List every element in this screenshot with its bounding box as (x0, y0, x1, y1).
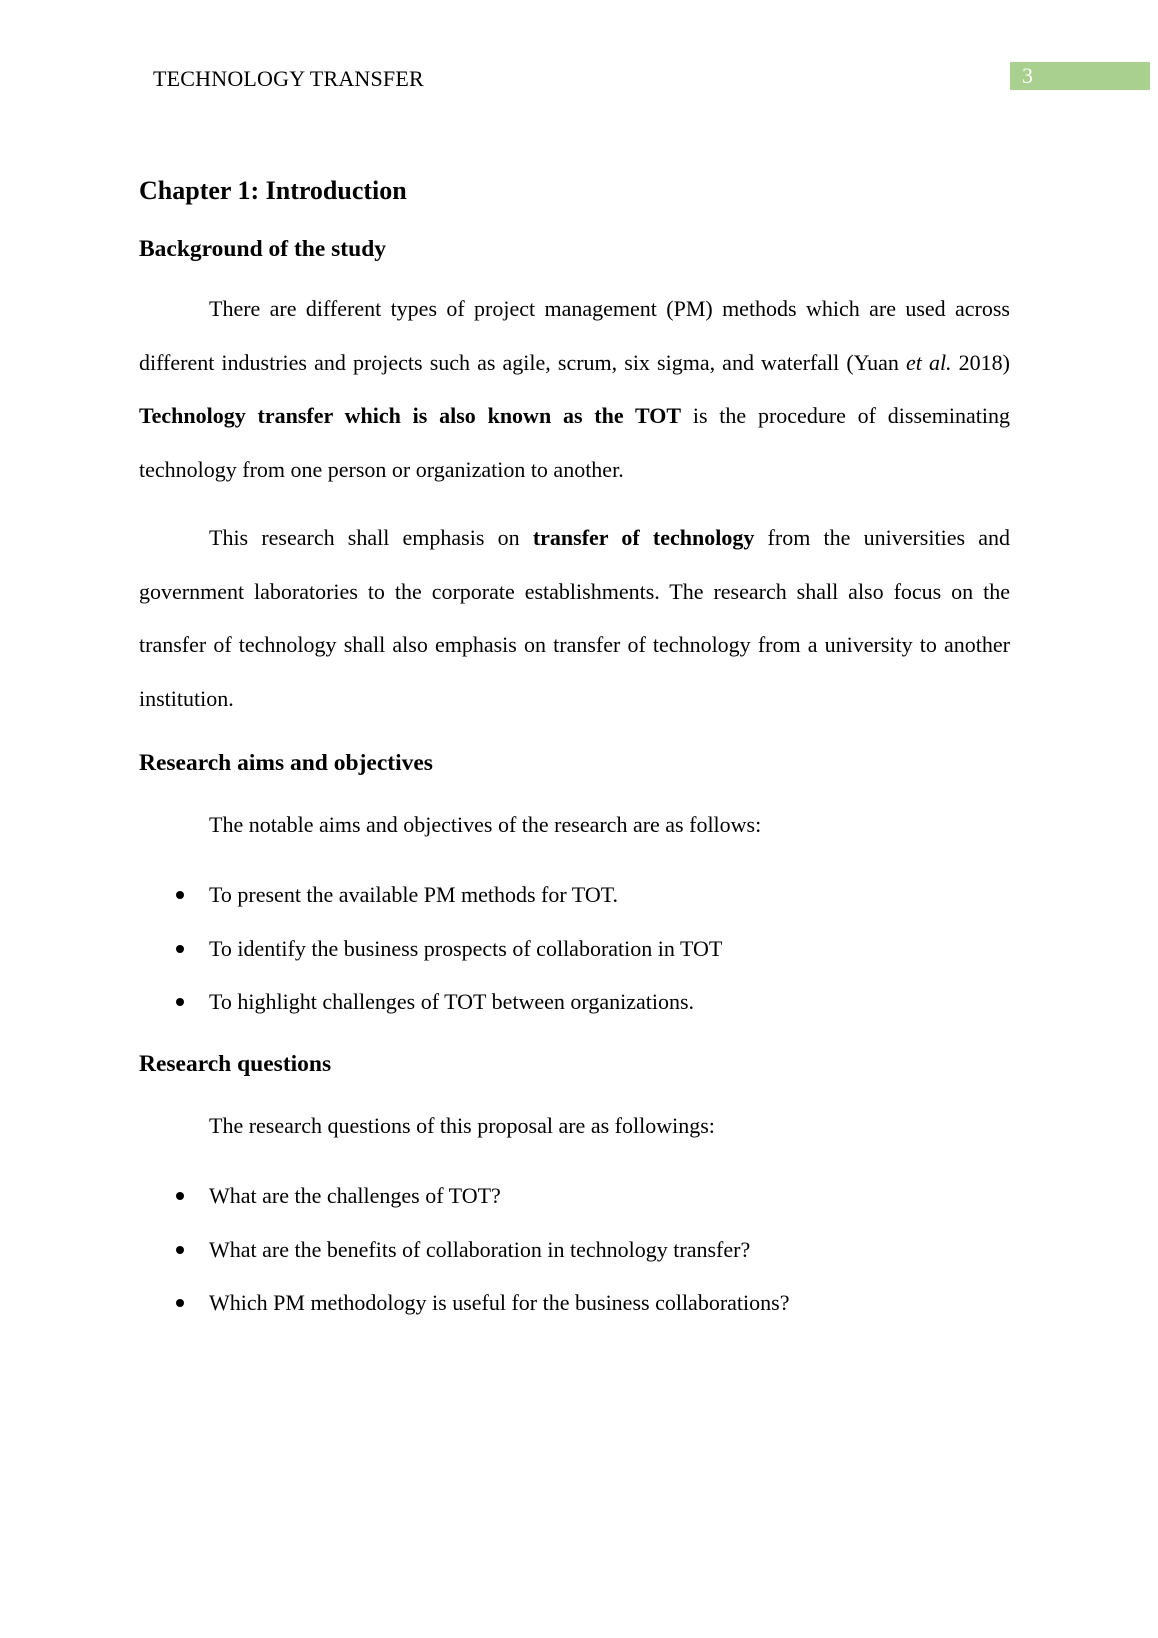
aims-list (139, 880, 1010, 1041)
background-heading: Background of the study (139, 236, 387, 262)
list-item (139, 934, 1010, 988)
background-paragraph-2 (139, 511, 1010, 725)
background-p1-text-3: is the procedure of disseminating technology from one person or organization to another. (139, 403, 1011, 482)
aims-item-text: To highlight challenges of TOT between organizations. (209, 989, 695, 1014)
aims-heading: Research aims and objectives (139, 750, 433, 776)
question-item-text: What are the challenges of TOT? (209, 1183, 501, 1208)
running-head: TECHNOLOGY TRANSFER (153, 66, 424, 91)
list-item (139, 1181, 1010, 1235)
background-p1-text-2: 2018) (951, 349, 1010, 375)
aims-item-text: To present the available PM methods for TOT. (209, 882, 619, 907)
page-number-badge (1010, 62, 1150, 90)
page-number: 3 (1022, 63, 1033, 88)
background-p2-text-1: This research shall emphasis on (209, 525, 533, 550)
bullet-icon (176, 1246, 184, 1254)
bullet-icon (176, 998, 184, 1006)
list-item (139, 1235, 1010, 1289)
transfer-of-technology-bold: transfer of technology (532, 525, 755, 550)
bullet-icon (176, 945, 184, 953)
aims-intro: The notable aims and objectives of the research are as follows: (209, 812, 762, 837)
tot-definition-bold: Technology transfer which is also known as the TOT (139, 403, 682, 428)
citation-et-al: et al. (905, 349, 952, 375)
chapter-title: Chapter 1: Introduction (139, 176, 407, 205)
list-item (139, 1288, 1010, 1342)
bullet-icon (176, 1299, 184, 1307)
background-p1-text-1: There are different types of project management (PM) methods which are used across different industries and projects such as agile, scrum, six sigma, and waterfall (Yuan (139, 296, 1010, 375)
question-item-text: Which PM methodology is useful for the business collaborations? (209, 1290, 790, 1315)
background-p2-text-2: from the universities and government laboratories to the corporate establishments. The research shall also focus on the transfer of technology shall also emphasis on transfer of technology from a university to another institution. (139, 525, 1010, 711)
list-item (139, 987, 1010, 1041)
questions-list (139, 1181, 1010, 1342)
questions-heading: Research questions (139, 1051, 332, 1077)
bullet-icon (176, 1192, 184, 1200)
list-item (139, 880, 1010, 934)
question-item-text: What are the benefits of collaboration in technology transfer? (209, 1236, 751, 1262)
questions-intro: The research questions of this proposal are as followings: (209, 1113, 715, 1138)
bullet-icon (176, 891, 184, 899)
aims-item-text: To identify the business prospects of collaboration in TOT (209, 935, 723, 961)
background-paragraph-1 (139, 282, 1010, 496)
